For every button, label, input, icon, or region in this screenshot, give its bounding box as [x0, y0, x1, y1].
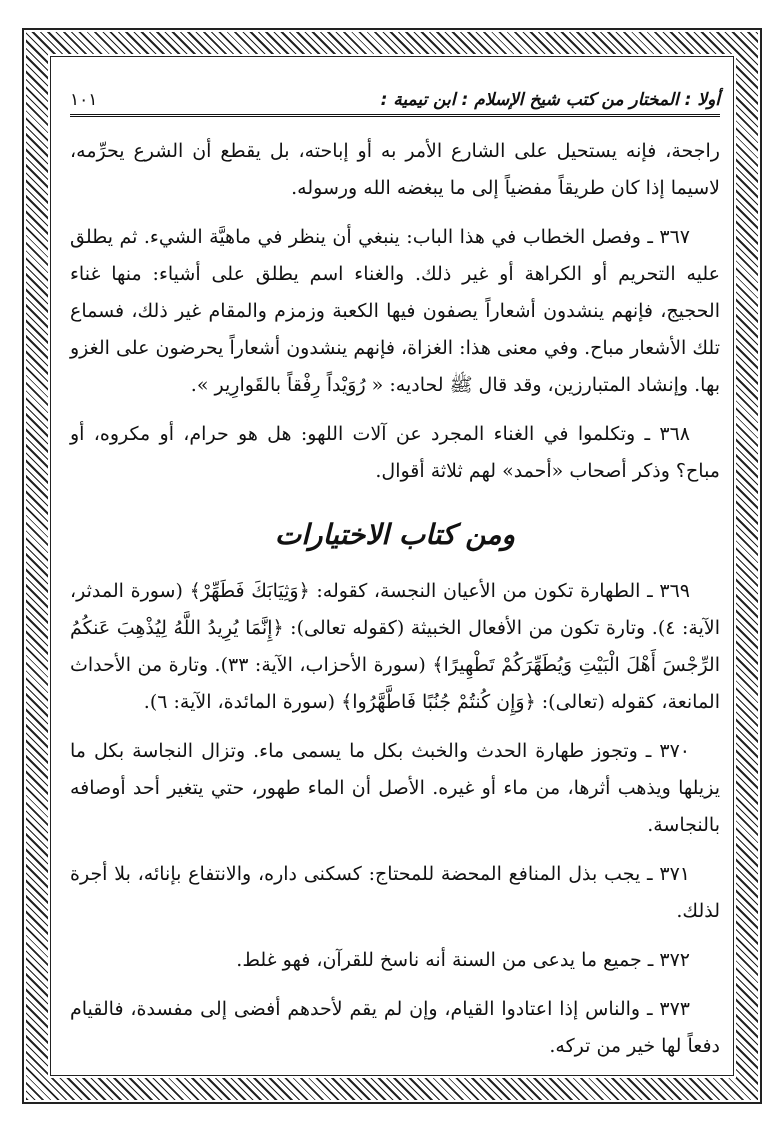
- paragraph-368: ٣٦٨ ـ وتكلموا في الغناء المجرد عن آلات اللهو: هل هو حرام، أو مكروه، أو مباح؟ وذكر أصحاب «أحمد» لهم ثلاثة أقوال.: [70, 423, 720, 482]
- paragraph-370: ٣٧٠ ـ وتجوز طهارة الحدث والخبث بكل ما يسمى ماء. وتزال النجاسة بكل ما يزيلها ويذهب أثرها، من ماء أو غيره. الأصل أن الماء طهور، حتي يتغير أحد أوصافه بالنجاسة.: [70, 740, 720, 836]
- paragraph-372: ٣٧٢ ـ جميع ما يدعى من السنة أنه ناسخ للقرآن، فهو غلط.: [236, 949, 690, 971]
- section-heading: ومن كتاب الاختيارات: [274, 518, 516, 551]
- document-page: [70, 70, 720, 1060]
- page-number: ١٠١: [70, 90, 98, 110]
- running-header-title: أولا : المختار من كتب شيخ الإسلام : ابن تيمية :: [380, 90, 720, 110]
- paragraph-367: ٣٦٧ ـ وفصل الخطاب في هذا الباب: ينبغي أن ينظر في ماهيَّة الشيء. ثم يطلق عليه التحريم أو الكراهة أو غير ذلك. والغناء اسم يطلق على أشياء: منها غناء الحجيج، فإنهم ينشدون أشعاراً يصفون فيها الكعبة وزمزم والمقام غير ذلك، فسماع تلك الأشعار مباح. وفي معنى هذا: الغزاة، فإنهم ينشدون أشعاراً يحرضون على الغزو بها. وإنشاد المتبارزين، وقد قال ﷺ لحاديه: « رُوَيْداً رِفْقاً بالقَوارِير ».: [70, 226, 720, 396]
- running-header: [70, 70, 720, 117]
- paragraph-373: ٣٧٣ ـ والناس إذا اعتادوا القيام، وإن لم يقم لأحدهم أفضى إلى مفسدة، فالقيام دفعاً لها خير من تركه.: [70, 998, 720, 1057]
- paragraph-371: ٣٧١ ـ يجب بذل المنافع المحضة للمحتاج: كسكنى داره، والانتفاع بإنائه، بلا أجرة لذلك.: [70, 863, 720, 922]
- paragraph-369: ٣٦٩ ـ الطهارة تكون من الأعيان النجسة، كقوله: ﴿وَثِيَابَكَ فَطَهِّرْ﴾ (سورة المدثر، الآية: ٤). وتارة تكون من الأفعال الخبيثة (كقوله تعالى): ﴿إِنَّمَا يُرِيدُ اللَّهُ لِيُذْهِبَ عَنكُمُ الرِّجْسَ أَهْلَ الْبَيْتِ وَيُطَهِّرَكُمْ تَطْهِيرًا﴾ (سورة الأحزاب، الآية: ٣٣). وتارة من الأحداث المانعة، كقوله (تعالى): ﴿وَإِن كُنتُمْ جُنُبًا فَاطَّهَّرُوا﴾ (سورة المائدة، الآية: ٦).: [70, 580, 721, 713]
- paragraph-continuation: راجحة، فإنه يستحيل على الشارع الأمر به أو إباحته، بل يقطع أن الشرع يحرِّمه، لاسيما إذا كان طريقاً مفضياً إلى ما يبغضه الله ورسوله.: [70, 140, 720, 199]
